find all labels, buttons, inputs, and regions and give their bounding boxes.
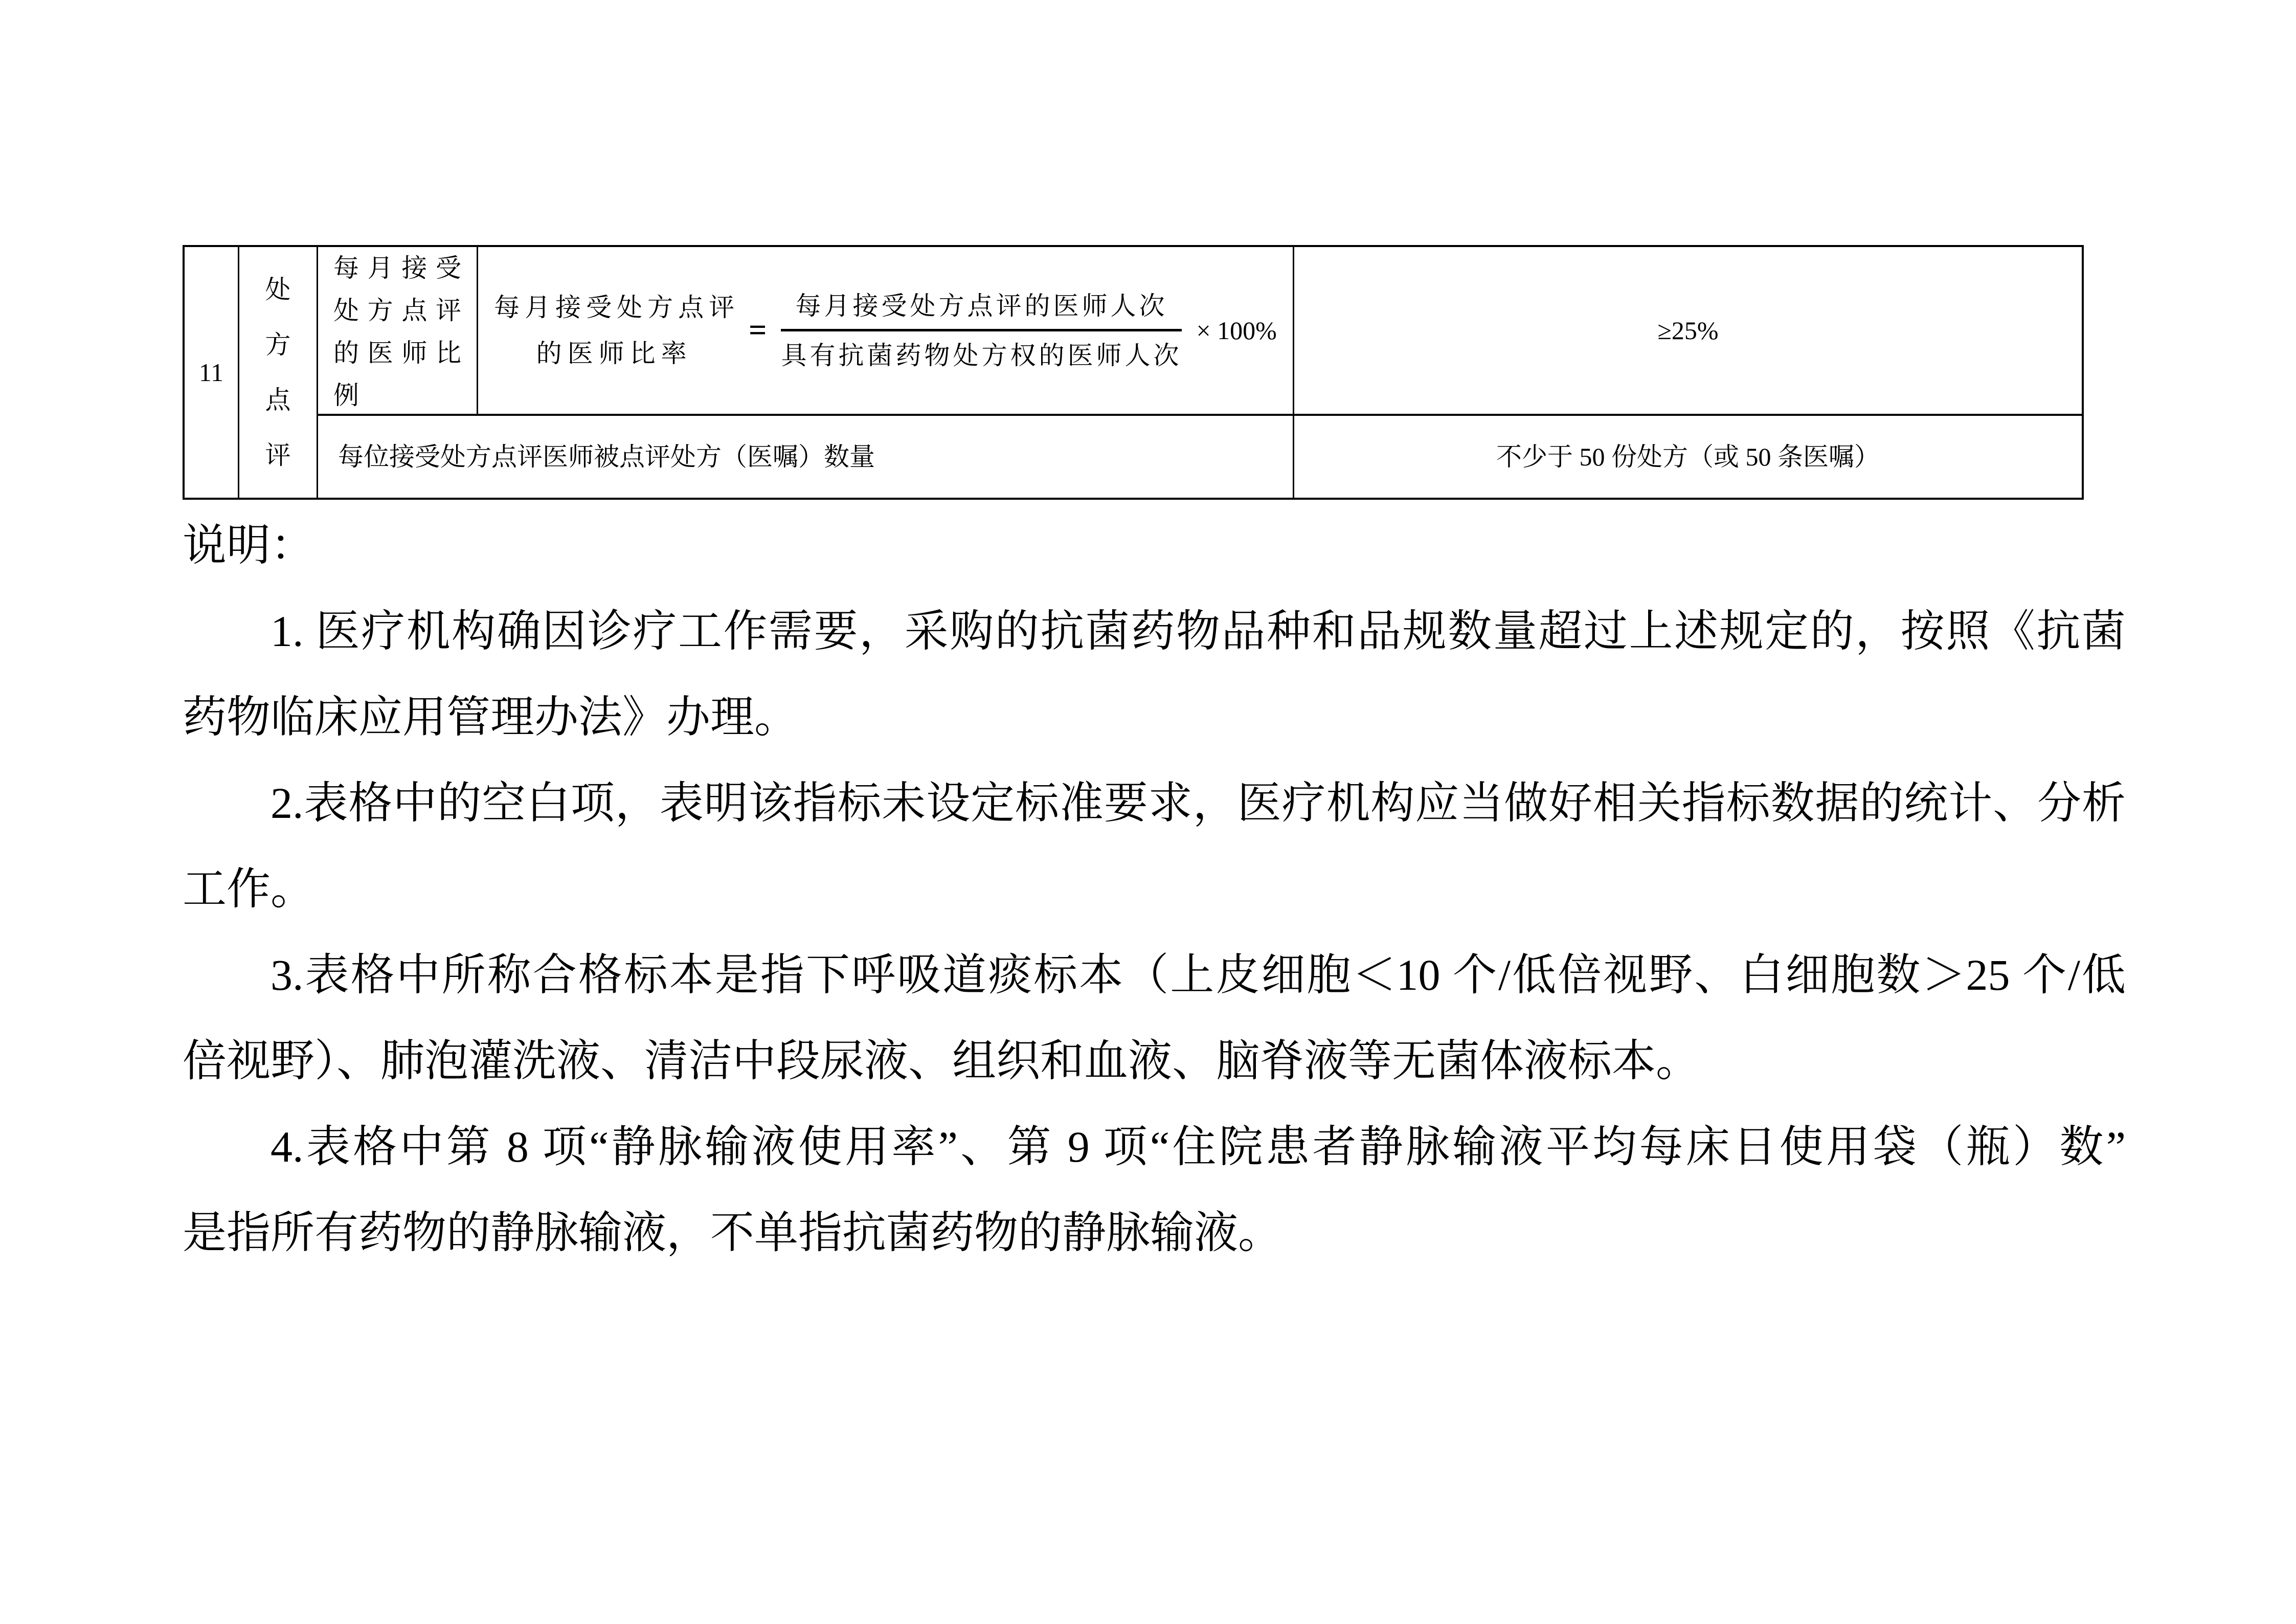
indicator-name-cell: 每月接受 处方点评 的医师比 例: [318, 247, 478, 416]
row1-standard-cell: ≥25%: [1294, 247, 2082, 416]
note-1-line-2: 药物临床应用管理办法》办理。: [183, 693, 798, 742]
note-3-line-2: 倍视野）、肺泡灌洗液、清洁中段尿液、组织和血液、脑脊液等无菌体液标本。: [183, 1036, 1700, 1085]
formula-label: 每月接受处方点评 的医师比率: [494, 293, 735, 368]
note-4-line-2: 是指所有药物的静脉输液，不单指抗菌药物的静脉输液。: [183, 1208, 1282, 1257]
row2-indicator-cell: 每位接受处方点评医师被点评处方（医嘱）数量: [318, 416, 1294, 498]
notes-heading: 说明：: [183, 521, 314, 570]
formula-cell: [478, 247, 1294, 416]
formula-fraction: [781, 287, 1182, 374]
formula-multiplier: × 100%: [1196, 316, 1277, 345]
note-2-line-1: 2.表格中的空白项，表明该指标未设定标准要求，医疗机构应当做好相关指标数据的统计、分析: [271, 778, 2126, 828]
row2-standard-cell: 不少于 50 份处方（或 50 条医嘱）: [1496, 442, 1880, 471]
notes-section: [183, 502, 2126, 1276]
category-cell: 处 方 点 评: [239, 247, 318, 498]
indicator-table: [183, 245, 2084, 500]
fraction-bar: [781, 329, 1182, 331]
note-4-line-1: 4.表格中第 8 项“静脉输液使用率”、第 9 项“住院患者静脉输液平均每床日使用袋（瓶）数”: [271, 1122, 2126, 1171]
note-1-line-1: 1. 医疗机构确因诊疗工作需要，采购的抗菌药物品种和品规数量超过上述规定的，按照《抗菌: [271, 607, 2126, 656]
formula-denominator: 具有抗菌药物处方权的医师人次: [781, 341, 1182, 370]
note-2-line-2: 工作。: [183, 864, 314, 914]
formula-equals-sign: =: [749, 313, 767, 348]
row-number-cell: 11: [185, 247, 239, 498]
note-3-line-1: 3.表格中所称合格标本是指下呼吸道痰标本（上皮细胞＜10 个/低倍视野、白细胞数＞25 个/低: [271, 950, 2126, 999]
formula-numerator: 每月接受处方点评的医师人次: [795, 291, 1168, 320]
